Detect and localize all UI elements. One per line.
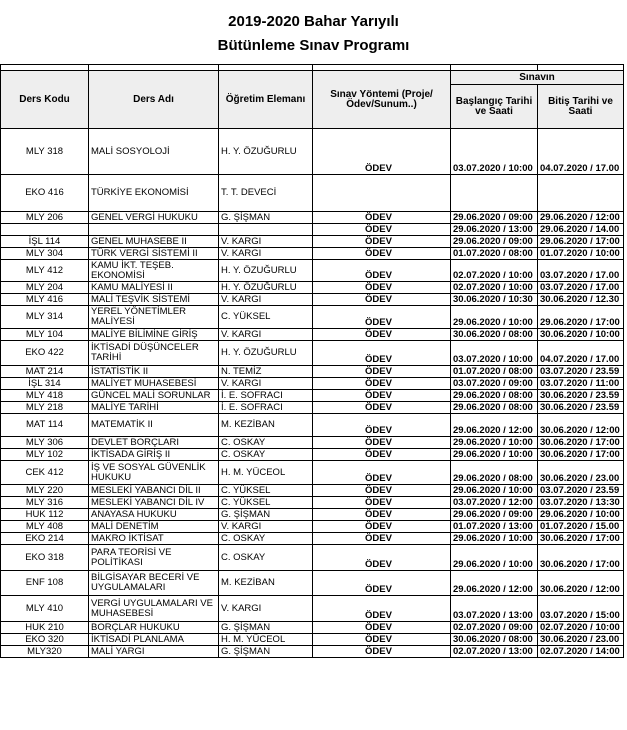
course-code-cell: MLY 102 (1, 449, 89, 461)
instructor-cell: G. ŞİŞMAN (219, 622, 313, 634)
table-row (1, 449, 624, 461)
exam-method-cell: ÖDEV (313, 294, 451, 306)
exam-method-cell: ÖDEV (313, 378, 451, 390)
table-row (1, 341, 624, 366)
end-datetime-cell: 04.07.2020 / 17.00 (538, 129, 624, 175)
exam-method-cell: ÖDEV (313, 129, 451, 175)
instructor-cell: C. OSKAY (219, 545, 313, 571)
start-datetime-cell: 29.06.2020 / 10:00 (451, 545, 538, 571)
instructor-cell: C. OSKAY (219, 449, 313, 461)
course-name-cell: GENEL VERGİ HUKUKU (89, 212, 219, 224)
table-row (1, 390, 624, 402)
end-datetime-cell: 30.06.2020 / 17:00 (538, 437, 624, 449)
end-datetime-cell: 30.06.2020 / 10:00 (538, 329, 624, 341)
course-code-cell: MLY 408 (1, 521, 89, 533)
end-datetime-cell: 02.07.2020 / 14:00 (538, 646, 624, 658)
instructor-cell: H. M. YÜCEOL (219, 634, 313, 646)
course-code-cell: MLY 204 (1, 282, 89, 294)
course-code-cell: İŞL 314 (1, 378, 89, 390)
course-name-cell: TÜRKİYE EKONOMİSİ (89, 175, 219, 212)
end-datetime-cell: 03.07.2020 / 23.59 (538, 366, 624, 378)
end-datetime-cell: 03.07.2020 / 17.00 (538, 260, 624, 282)
start-datetime-cell: 02.07.2020 / 10:00 (451, 282, 538, 294)
course-name-cell (89, 224, 219, 236)
end-datetime-cell: 30.06.2020 / 17:00 (538, 533, 624, 545)
course-name-cell: MALİYE BİLİMİNE GİRİŞ (89, 329, 219, 341)
end-datetime-cell: 30.06.2020 / 23.59 (538, 402, 624, 414)
exam-schedule-table (0, 64, 624, 658)
instructor-cell: C. YÜKSEL (219, 306, 313, 329)
end-datetime-cell: 29.06.2020 / 10:00 (538, 509, 624, 521)
instructor-cell: N. TEMİZ (219, 366, 313, 378)
header-start: Başlangıç Tarihi ve Saati (451, 85, 538, 129)
exam-method-cell: ÖDEV (313, 509, 451, 521)
instructor-cell: İ. E. SOFRACI (219, 390, 313, 402)
end-datetime-cell: 03.07.2020 / 13:30 (538, 497, 624, 509)
course-name-cell: ANAYASA HUKUKU (89, 509, 219, 521)
course-code-cell: EKO 422 (1, 341, 89, 366)
header-code: Ders Kodu (1, 71, 89, 129)
end-datetime-cell: 30.06.2020 / 23.00 (538, 461, 624, 485)
course-code-cell: MLY 304 (1, 248, 89, 260)
header-end: Bitiş Tarihi ve Saati (538, 85, 624, 129)
instructor-cell (219, 224, 313, 236)
course-name-cell: MALİ SOSYOLOJİ (89, 129, 219, 175)
start-datetime-cell: 29.06.2020 / 10:00 (451, 437, 538, 449)
course-name-cell: MALİYE TARİHİ (89, 402, 219, 414)
course-code-cell: MLY 306 (1, 437, 89, 449)
instructor-cell: M. KEZİBAN (219, 571, 313, 596)
exam-method-cell: ÖDEV (313, 634, 451, 646)
exam-method-cell: ÖDEV (313, 248, 451, 260)
table-row (1, 414, 624, 437)
exam-method-cell: ÖDEV (313, 485, 451, 497)
course-name-cell: İKTİSADA GİRİŞ II (89, 449, 219, 461)
start-datetime-cell: 30.06.2020 / 10:30 (451, 294, 538, 306)
end-datetime-cell: 29.06.2020 / 17:00 (538, 306, 624, 329)
course-name-cell: GENEL MUHASEBE II (89, 236, 219, 248)
exam-method-cell: ÖDEV (313, 282, 451, 294)
course-code-cell: MLY 316 (1, 497, 89, 509)
exam-method-cell: ÖDEV (313, 366, 451, 378)
course-name-cell: GÜNCEL MALİ SORUNLAR (89, 390, 219, 402)
course-code-cell: MLY 314 (1, 306, 89, 329)
table-row (1, 236, 624, 248)
exam-method-cell (313, 175, 451, 212)
end-datetime-cell: 30.06.2020 / 12.30 (538, 294, 624, 306)
table-row (1, 571, 624, 596)
instructor-cell: V. KARGI (219, 378, 313, 390)
table-row (1, 260, 624, 282)
exam-method-cell: ÖDEV (313, 545, 451, 571)
header-row-1 (1, 71, 624, 85)
start-datetime-cell: 30.06.2020 / 08:00 (451, 329, 538, 341)
instructor-cell: İ. E. SOFRACI (219, 402, 313, 414)
table-row (1, 646, 624, 658)
course-name-cell: BORÇLAR HUKUKU (89, 622, 219, 634)
course-code-cell: EKO 214 (1, 533, 89, 545)
exam-method-cell: ÖDEV (313, 260, 451, 282)
instructor-cell: V. KARGI (219, 236, 313, 248)
end-datetime-cell: 30.06.2020 / 12:00 (538, 414, 624, 437)
start-datetime-cell: 02.07.2020 / 13:00 (451, 646, 538, 658)
start-datetime-cell: 29.06.2020 / 08:00 (451, 402, 538, 414)
start-datetime-cell: 03.07.2020 / 10:00 (451, 129, 538, 175)
start-datetime-cell: 29.06.2020 / 12:00 (451, 571, 538, 596)
exam-method-cell: ÖDEV (313, 596, 451, 622)
table-row (1, 129, 624, 175)
table-row (1, 212, 624, 224)
page-subtitle: Bütünleme Sınav Programı (217, 37, 410, 54)
course-name-cell: MAKRO İKTİSAT (89, 533, 219, 545)
table-row (1, 366, 624, 378)
course-name-cell: YEREL YÖNETİMLER MALİYESİ (89, 306, 219, 329)
table-row (1, 545, 624, 571)
course-name-cell: İKTİSADİ PLANLAMA (89, 634, 219, 646)
instructor-cell: M. KEZİBAN (219, 414, 313, 437)
start-datetime-cell: 29.06.2020 / 08:00 (451, 461, 538, 485)
course-name-cell: MALİ TEŞVİK SİSTEMİ (89, 294, 219, 306)
course-name-cell: MALİ DENETİM (89, 521, 219, 533)
exam-method-cell: ÖDEV (313, 329, 451, 341)
table-row (1, 329, 624, 341)
header-exam: Sınavın (451, 71, 624, 85)
table-row (1, 175, 624, 212)
course-code-cell: EKO 320 (1, 634, 89, 646)
course-code-cell: MAT 214 (1, 366, 89, 378)
course-code-cell: MLY 416 (1, 294, 89, 306)
course-name-cell: MESLEKİ YABANCI DİL IV (89, 497, 219, 509)
course-code-cell: MLY 418 (1, 390, 89, 402)
instructor-cell: G. ŞİŞMAN (219, 212, 313, 224)
start-datetime-cell: 29.06.2020 / 09:00 (451, 509, 538, 521)
end-datetime-cell: 03.07.2020 / 11:00 (538, 378, 624, 390)
course-name-cell: KAMU MALİYESİ II (89, 282, 219, 294)
header-name: Ders Adı (89, 71, 219, 129)
course-name-cell: İŞ VE SOSYAL GÜVENLİK HUKUKU (89, 461, 219, 485)
course-code-cell: MLY320 (1, 646, 89, 658)
header-method: Sınav Yöntemi (Proje/Ödev/Sunum..) (313, 71, 451, 129)
exam-method-cell: ÖDEV (313, 646, 451, 658)
course-code-cell: ENF 108 (1, 571, 89, 596)
start-datetime-cell: 29.06.2020 / 13:00 (451, 224, 538, 236)
instructor-cell: H. M. YÜCEOL (219, 461, 313, 485)
course-code-cell: HUK 112 (1, 509, 89, 521)
course-name-cell: TÜRK VERGİ SİSTEMİ II (89, 248, 219, 260)
table-row (1, 634, 624, 646)
course-code-cell: MLY 220 (1, 485, 89, 497)
table-row (1, 282, 624, 294)
start-datetime-cell: 03.07.2020 / 13:00 (451, 596, 538, 622)
instructor-cell: T. T. DEVECİ (219, 175, 313, 212)
start-datetime-cell: 01.07.2020 / 08:00 (451, 248, 538, 260)
course-name-cell: KAMU İKT. TEŞEB. EKONOMİSİ (89, 260, 219, 282)
course-code-cell: MLY 206 (1, 212, 89, 224)
end-datetime-cell: 29.06.2020 / 12:00 (538, 212, 624, 224)
instructor-cell: V. KARGI (219, 596, 313, 622)
end-datetime-cell: 30.06.2020 / 12:00 (538, 571, 624, 596)
course-code-cell: MLY 218 (1, 402, 89, 414)
course-name-cell: İKTİSADİ DÜŞÜNCELER TARİHİ (89, 341, 219, 366)
start-datetime-cell: 01.07.2020 / 08:00 (451, 366, 538, 378)
exam-method-cell: ÖDEV (313, 497, 451, 509)
instructor-cell: C. OSKAY (219, 437, 313, 449)
instructor-cell: C. OSKAY (219, 533, 313, 545)
table-row (1, 248, 624, 260)
table-row (1, 224, 624, 236)
end-datetime-cell: 30.06.2020 / 17:00 (538, 449, 624, 461)
end-datetime-cell: 30.06.2020 / 23.59 (538, 390, 624, 402)
table-row (1, 485, 624, 497)
exam-method-cell: ÖDEV (313, 437, 451, 449)
start-datetime-cell: 02.07.2020 / 09:00 (451, 622, 538, 634)
table-row (1, 533, 624, 545)
start-datetime-cell: 02.07.2020 / 10:00 (451, 260, 538, 282)
start-datetime-cell: 03.07.2020 / 09:00 (451, 378, 538, 390)
start-datetime-cell: 01.07.2020 / 13:00 (451, 521, 538, 533)
end-datetime-cell: 29.06.2020 / 14.00 (538, 224, 624, 236)
schedule-body (1, 129, 624, 658)
course-name-cell: MESLEKİ YABANCI DİL II (89, 485, 219, 497)
table-row (1, 306, 624, 329)
table-row (1, 521, 624, 533)
end-datetime-cell: 30.06.2020 / 17:00 (538, 545, 624, 571)
instructor-cell: V. KARGI (219, 521, 313, 533)
course-code-cell: MLY 104 (1, 329, 89, 341)
course-code-cell: EKO 318 (1, 545, 89, 571)
table-row (1, 461, 624, 485)
instructor-cell: C. YÜKSEL (219, 485, 313, 497)
end-datetime-cell: 03.07.2020 / 17.00 (538, 282, 624, 294)
course-name-cell: VERGİ UYGULAMALARI VE MUHASEBESİ (89, 596, 219, 622)
exam-method-cell: ÖDEV (313, 622, 451, 634)
exam-method-cell: ÖDEV (313, 224, 451, 236)
course-code-cell: MLY 410 (1, 596, 89, 622)
start-datetime-cell: 29.06.2020 / 12:00 (451, 414, 538, 437)
exam-method-cell: ÖDEV (313, 212, 451, 224)
end-datetime-cell: 29.06.2020 / 17:00 (538, 236, 624, 248)
instructor-cell: H. Y. ÖZUĞURLU (219, 260, 313, 282)
course-name-cell: MALİ YARGI (89, 646, 219, 658)
start-datetime-cell: 29.06.2020 / 09:00 (451, 236, 538, 248)
course-code-cell (1, 224, 89, 236)
page-title: 2019-2020 Bahar Yarıyılı (228, 13, 399, 30)
exam-method-cell: ÖDEV (313, 341, 451, 366)
end-datetime-cell: 01.07.2020 / 15.00 (538, 521, 624, 533)
course-name-cell: DEVLET BORÇLARI (89, 437, 219, 449)
instructor-cell: V. KARGI (219, 294, 313, 306)
start-datetime-cell: 29.06.2020 / 09:00 (451, 212, 538, 224)
start-datetime-cell: 29.06.2020 / 10:00 (451, 533, 538, 545)
start-datetime-cell: 03.07.2020 / 10:00 (451, 341, 538, 366)
course-code-cell: EKO 416 (1, 175, 89, 212)
exam-method-cell: ÖDEV (313, 236, 451, 248)
course-code-cell: HUK 210 (1, 622, 89, 634)
course-name-cell: MATEMATİK II (89, 414, 219, 437)
start-datetime-cell: 29.06.2020 / 10:00 (451, 449, 538, 461)
instructor-cell: H. Y. ÖZUĞURLU (219, 129, 313, 175)
start-datetime-cell (451, 175, 538, 212)
end-datetime-cell: 03.07.2020 / 23.59 (538, 485, 624, 497)
table-row (1, 497, 624, 509)
start-datetime-cell: 29.06.2020 / 10:00 (451, 485, 538, 497)
course-code-cell: İŞL 114 (1, 236, 89, 248)
end-datetime-cell (538, 175, 624, 212)
instructor-cell: C. YÜKSEL (219, 497, 313, 509)
exam-method-cell: ÖDEV (313, 521, 451, 533)
exam-method-cell: ÖDEV (313, 414, 451, 437)
course-name-cell: PARA TEORİSİ VE POLİTİKASI (89, 545, 219, 571)
course-code-cell: MLY 412 (1, 260, 89, 282)
table-row (1, 378, 624, 390)
instructor-cell: G. ŞİŞMAN (219, 509, 313, 521)
exam-method-cell: ÖDEV (313, 390, 451, 402)
start-datetime-cell: 29.06.2020 / 08:00 (451, 390, 538, 402)
exam-method-cell: ÖDEV (313, 461, 451, 485)
exam-method-cell: ÖDEV (313, 533, 451, 545)
exam-method-cell: ÖDEV (313, 571, 451, 596)
course-code-cell: MLY 318 (1, 129, 89, 175)
start-datetime-cell: 29.06.2020 / 10:00 (451, 306, 538, 329)
course-code-cell: CEK 412 (1, 461, 89, 485)
instructor-cell: G. ŞİŞMAN (219, 646, 313, 658)
course-name-cell: İSTATİSTİK II (89, 366, 219, 378)
end-datetime-cell: 03.07.2020 / 15:00 (538, 596, 624, 622)
exam-method-cell: ÖDEV (313, 306, 451, 329)
end-datetime-cell: 01.07.2020 / 10:00 (538, 248, 624, 260)
course-code-cell: MAT 114 (1, 414, 89, 437)
exam-method-cell: ÖDEV (313, 402, 451, 414)
end-datetime-cell: 04.07.2020 / 17.00 (538, 341, 624, 366)
start-datetime-cell: 03.07.2020 / 12:00 (451, 497, 538, 509)
end-datetime-cell: 30.06.2020 / 23.00 (538, 634, 624, 646)
table-row (1, 596, 624, 622)
exam-method-cell: ÖDEV (313, 449, 451, 461)
course-name-cell: MALİYET MUHASEBESİ (89, 378, 219, 390)
course-name-cell: BİLGİSAYAR BECERİ VE UYGULAMALARI (89, 571, 219, 596)
table-row (1, 437, 624, 449)
instructor-cell: H. Y. ÖZUĞURLU (219, 341, 313, 366)
instructor-cell: H. Y. ÖZUĞURLU (219, 282, 313, 294)
table-row (1, 294, 624, 306)
table-row (1, 509, 624, 521)
instructor-cell: V. KARGI (219, 329, 313, 341)
end-datetime-cell: 02.07.2020 / 10:00 (538, 622, 624, 634)
header-instructor: Öğretim Elemanı (219, 71, 313, 129)
table-row (1, 402, 624, 414)
start-datetime-cell: 30.06.2020 / 08:00 (451, 634, 538, 646)
instructor-cell: V. KARGI (219, 248, 313, 260)
table-row (1, 622, 624, 634)
